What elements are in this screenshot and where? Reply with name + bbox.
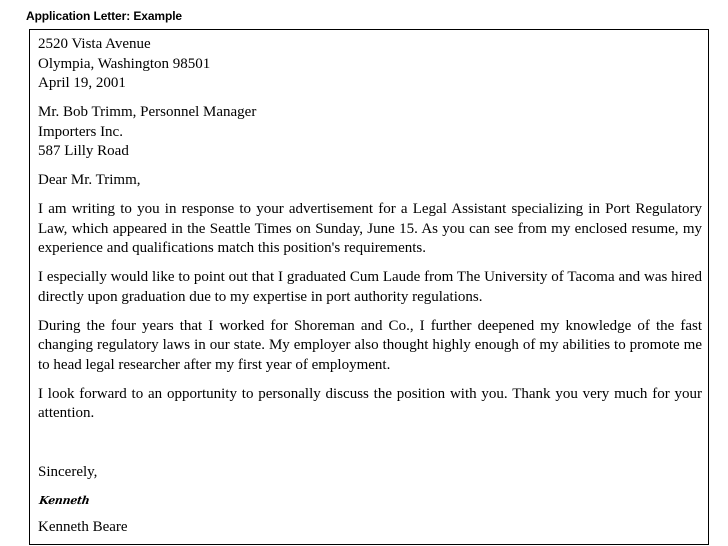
sender-street: 2520 Vista Avenue xyxy=(38,36,151,52)
handwritten-signature: Kenneth xyxy=(38,493,91,507)
paragraph-intro: I am writing to you in response to your advertisement for a Legal Assistant specializing in Port Regulatory Law, which appeared in the Seattle Times on Sunday, June 15. As you can see from my enclosed resume, my experience and qualifications match this position's requirements. xyxy=(38,201,702,256)
recipient-company: Importers Inc. xyxy=(38,123,123,140)
sender-address xyxy=(38,35,702,94)
signer-name: Kenneth Beare xyxy=(38,519,128,535)
paragraph-closing: I look forward to an opportunity to personally discuss the position with you. Thank you very much for your attention. xyxy=(38,385,702,421)
letter-body xyxy=(38,35,702,538)
paragraph-education: I especially would like to point out that I graduated Cum Laude from The University of Tacoma and was hired directly upon graduation due to my expertise in port authority regulations. xyxy=(38,269,702,305)
closing: Sincerely, xyxy=(38,463,98,480)
recipient-name: Mr. Bob Trimm, Personnel Manager xyxy=(38,104,257,120)
letter-date: April 19, 2001 xyxy=(38,75,126,91)
salutation: Dear Mr. Trimm, xyxy=(38,172,141,188)
sender-city: Olympia, Washington 98501 xyxy=(38,55,211,72)
letter-frame xyxy=(29,29,709,545)
document-heading: Application Letter: Example xyxy=(26,9,182,23)
paragraph-experience: During the four years that I worked for Shoreman and Co., I further deepened my knowledge of the fast changing regulatory laws in our state. My employer also thought highly enough of my abilities to promote me to head legal researcher after my first year of employment. xyxy=(38,317,702,373)
recipient-street: 587 Lilly Road xyxy=(38,143,129,159)
recipient-address xyxy=(38,103,702,162)
